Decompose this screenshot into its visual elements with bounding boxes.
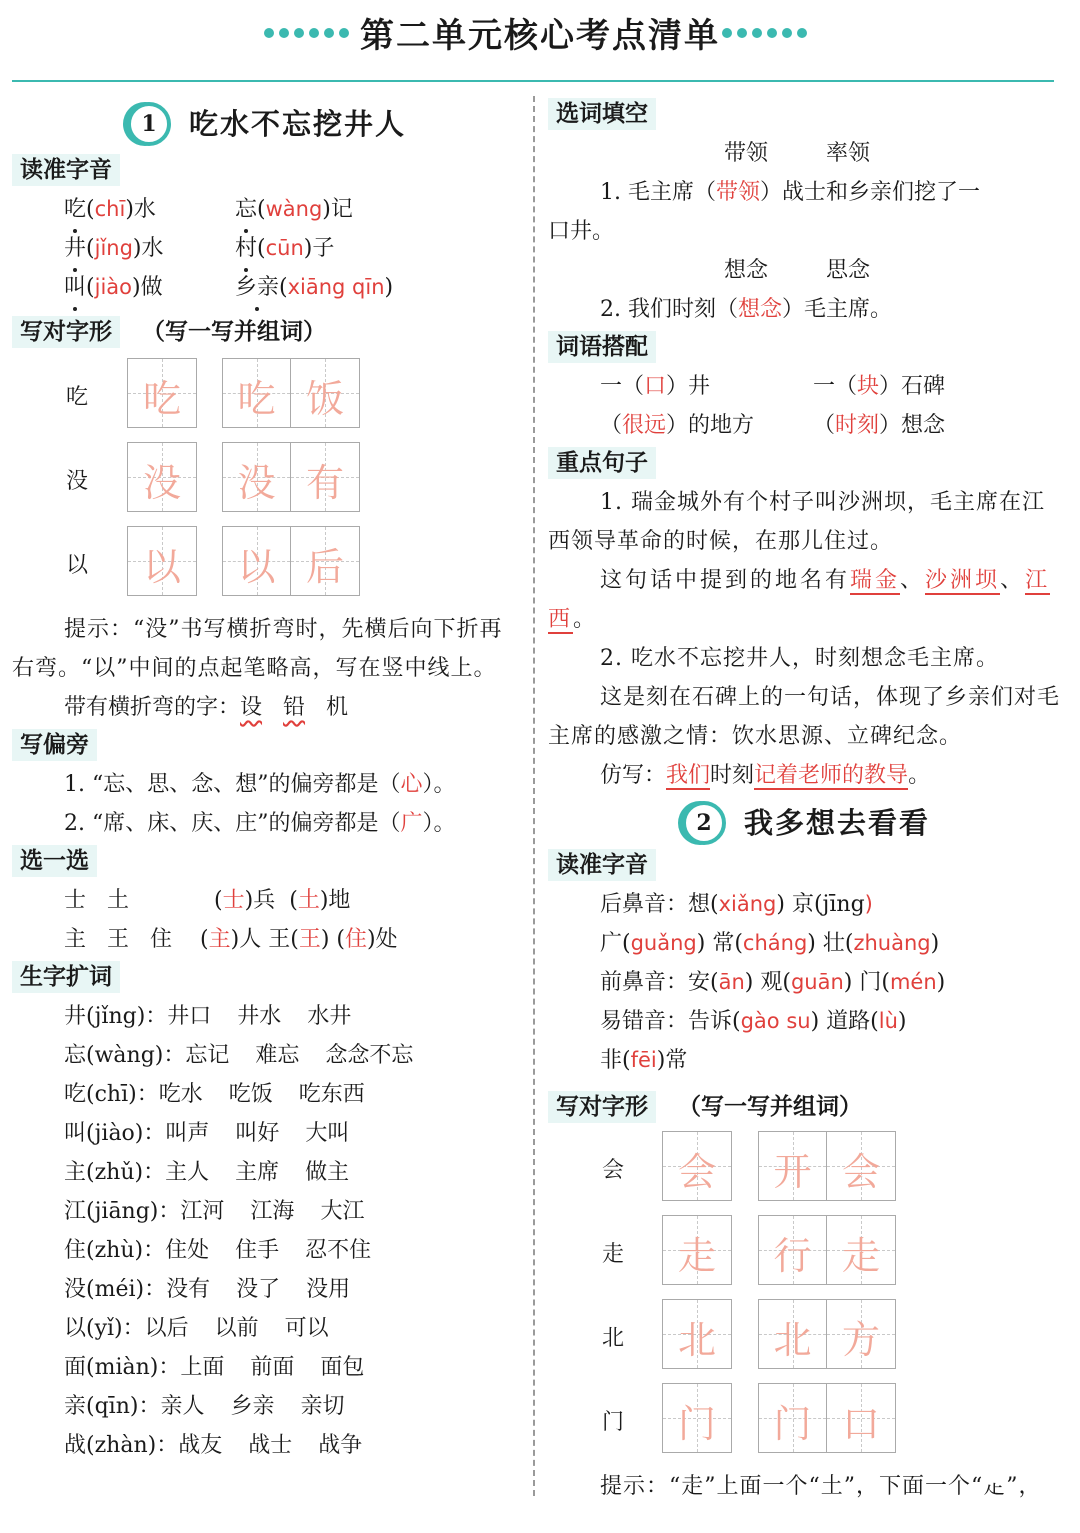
- section-match: 词语搭配: [548, 331, 656, 363]
- section-write: 写对字形: [12, 316, 120, 348]
- write-row: 走 走 行 走: [548, 1215, 1060, 1299]
- read2-row: 前鼻音：安(ān) 观(guān) 门(mén): [600, 970, 946, 995]
- section-write-2: 写对字形: [548, 1091, 656, 1123]
- fill-sentence: 1. 毛主席（带领）战士和乡亲们挖了一: [600, 180, 981, 205]
- write-row: 北 北 北 方: [548, 1299, 1060, 1383]
- choose-row: 士 土 (士)兵 (土)地: [64, 888, 351, 913]
- write-row: 会 会 开 会: [548, 1131, 1060, 1215]
- section-write-sub: （写一写并组词）: [142, 319, 326, 345]
- expand-row: 江(jiāng)：江河 江海 大江: [64, 1199, 365, 1224]
- section-write-sub: （写一写并组词）: [678, 1094, 862, 1120]
- lesson-number-badge: 2: [682, 801, 726, 845]
- key-sentence-1: 1. 瑞金城外有个村子叫沙洲坝，毛主席在江西领导革命的时候，在那儿住过。: [548, 490, 1045, 554]
- right-column: [548, 96, 1060, 1506]
- expand-row: 没(méi)：没有 没了 没用: [64, 1277, 351, 1302]
- read-row: 叫(jiào)做 乡亲(xiāng qīn): [12, 268, 522, 307]
- match-row: （很远）的地方 （时刻）想念: [600, 413, 946, 438]
- section-read: 读准字音: [12, 154, 120, 186]
- key-places: 这句话中提到的地名有瑞金、沙洲坝、江西。: [548, 568, 1051, 632]
- lesson-number-badge: 1: [127, 102, 171, 146]
- read2-row: 后鼻音：想(xiǎng) 京(jīng): [600, 892, 873, 917]
- left-column: [12, 96, 522, 1465]
- write-grid: [12, 358, 522, 610]
- radical-row: 2. “席、床、庆、庄”的偏旁都是（广）。: [64, 811, 456, 836]
- fill-sentence: 2. 我们时刻（想念）毛主席。: [600, 297, 893, 322]
- fill-options: 带领 率领: [724, 141, 871, 166]
- expand-row: 住(zhù)：住处 住手 忍不住: [64, 1238, 372, 1263]
- read-row: 吃(chī)水 忘(wàng)记: [12, 190, 522, 229]
- read2-row: 广(guǎng) 常(cháng) 壮(zhuàng): [600, 931, 940, 956]
- expand-row: 吃(chī)：吃水 吃饭 吃东西: [64, 1082, 365, 1107]
- expand-row: 面(miàn)：上面 前面 面包: [64, 1355, 365, 1380]
- lesson-2-heading: [682, 795, 1060, 847]
- expand-row: 以(yǐ)：以后 以前 可以: [64, 1316, 329, 1341]
- expand-row: 战(zhàn)：战友 战士 战争: [64, 1433, 363, 1458]
- expand-row: 亲(qīn)：亲人 乡亲 亲切: [64, 1394, 345, 1419]
- header-rule: [12, 80, 1054, 82]
- write-row: 以 以 以 后: [12, 526, 522, 610]
- lesson-title: 吃水不忘挖井人: [189, 107, 407, 141]
- key-sentence-2: 2. 吃水不忘挖井人，时刻想念毛主席。: [600, 646, 999, 671]
- section-fill: 选词填空: [548, 98, 656, 130]
- expand-row: 主(zhǔ)：主人 主席 做主: [64, 1160, 350, 1185]
- expand-list: [12, 997, 522, 1465]
- hzw-row: 带有横折弯的字：设 铅 机: [64, 695, 349, 720]
- read2-row: 非(fēi)常: [600, 1048, 688, 1073]
- fill-options: 想念 思念: [724, 258, 871, 283]
- section-expand: 生字扩词: [12, 961, 120, 993]
- expand-row: 叫(jiào)：叫声 叫好 大叫: [64, 1121, 350, 1146]
- choose-row: 主 王 住 (主)人 王(王) (住)处: [64, 927, 398, 952]
- writing-tip-2: 提示：“走”上面一个“土”，下面一个“龰”，: [600, 1474, 1042, 1499]
- column-divider: [533, 96, 535, 1496]
- match-row: 一（口）井 一（块）石碑: [600, 374, 946, 399]
- write-row: 没 没 没 有: [12, 442, 522, 526]
- write-grid-2: [548, 1131, 1060, 1467]
- write-row: 吃 吃 吃 饭: [12, 358, 522, 442]
- section-key-sentences: 重点句子: [548, 447, 656, 479]
- decor-dots-right: [722, 28, 807, 40]
- page-header: [0, 0, 1080, 70]
- page-title: 第二单元核心考点清单: [360, 16, 720, 56]
- section-radical: 写偏旁: [12, 729, 97, 761]
- expand-row: 井(jǐng)：井口 井水 水井: [64, 1004, 352, 1029]
- section-read-2: 读准字音: [548, 849, 656, 881]
- key-explain: 这是刻在石碑上的一句话，体现了乡亲们对毛主席的感激之情：饮水思源、立碑纪念。: [548, 685, 1061, 749]
- read2-row: 易错音：告诉(gào su) 道路(lù): [600, 1009, 907, 1034]
- read-row: 井(jǐng)水 村(cūn)子: [12, 229, 522, 268]
- section-choose: 选一选: [12, 845, 97, 877]
- expand-row: 忘(wàng)：忘记 难忘 念念不忘: [64, 1043, 414, 1068]
- radical-row: 1. “忘、思、念、想”的偏旁都是（心）。: [64, 772, 456, 797]
- fill-sentence-cont: 口井。: [548, 219, 615, 244]
- write-row: 门 门 门 口: [548, 1383, 1060, 1467]
- read-list: [12, 190, 522, 307]
- imitate-row: 仿写：我们时刻记着老师的教导。: [600, 763, 931, 788]
- lesson-1-heading: [127, 96, 522, 152]
- lesson-title: 我多想去看看: [744, 806, 931, 840]
- writing-tip: 提示：“没”书写横折弯时，先横后向下折再右弯。“以”中间的点起笔略高，写在竖中线上。: [12, 617, 503, 681]
